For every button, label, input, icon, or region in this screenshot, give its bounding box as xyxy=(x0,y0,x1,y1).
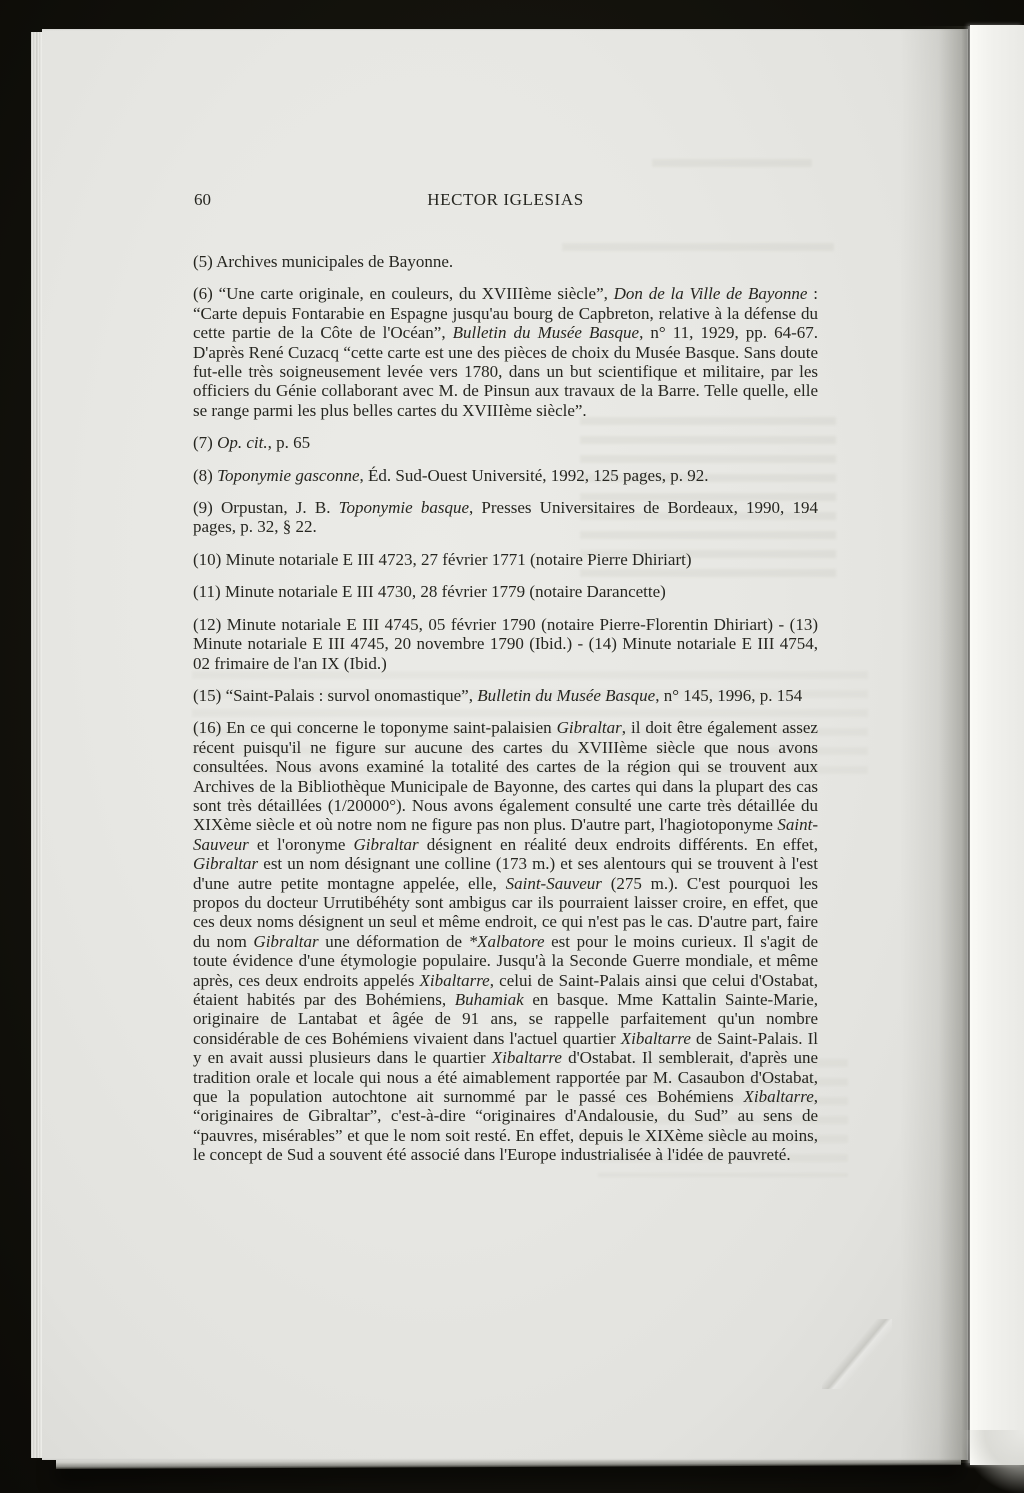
book-page xyxy=(42,29,968,1460)
paper-crease xyxy=(822,1319,892,1389)
footnote: (8) Toponymie gasconne, Éd. Sud-Ouest Université, 1992, 125 pages, p. 92. xyxy=(193,465,709,485)
text-block xyxy=(193,190,818,1178)
facing-page-edge xyxy=(970,25,1024,1465)
gutter-shadow xyxy=(900,26,970,1463)
footnote: (12) Minute notariale E III 4745, 05 février 1790 (notaire Pierre-Florentin Dhiriart) - (13) Minute notariale E III 4745, 20 novembre 1790 (Ibid.) - (14) Minute notariale E III 4754, 02 frimaire de l'an IX (Ibid.) xyxy=(193,614,818,673)
footnote: (15) “Saint-Palais : survol onomastique”, Bulletin du Musée Basque, n° 145, 1996, p. 154 xyxy=(193,685,803,705)
ink-bleedthrough xyxy=(652,159,812,177)
footnote: (10) Minute notariale E III 4723, 27 février 1771 (notaire Pierre Dhiriart) xyxy=(193,549,692,569)
footnote: (16) En ce qui concerne le toponyme saint-palaisien Gibraltar, il doit être également assez récent puisqu'il ne figure sur aucune des cartes du XVIIIème siècle que nous avons consultées. Nous avons examiné la totalité des cartes de la région qui se trouvent aux Archives de la Bibliothèque Municipale de Bayonne, des cartes qui dans la plupart des cas sont très détaillées (1/20000°). Nous avons également consulté une carte très détaillée du XIXème siècle et où notre nom ne figure pas non plus. D'autre part, l'hagiotoponyme Saint-Sauveur et l'oronyme Gibraltar désignent en réalité deux endroits différents. En effet, Gibraltar est un nom désignant une colline (173 m.) et ses alentours qui se trouvent à l'est d'une autre petite montagne appelée, elle, Saint-Sauveur (275 m.). C'est pourquoi les propos du docteur Urrutibéhéty sont ambigus car ils pourraient laisser croire, en effet, que ces deux noms désignent un seul et même endroit, ce qui n'est pas le cas. D'autre part, faire du nom Gibraltar une déformation de *Xalbatore est pour le moins curieux. Il s'agit de toute évidence d'une étymologie populaire. Jusqu'à la Seconde Guerre mondiale, et même après, ces deux endroits appelés Xibaltarre, celui de Saint-Palais ainsi que celui d'Ostabat, étaient habités par des Bohémiens, Buhamiak en basque. Mme Kattalin Sainte-Marie, originaire de Lantabat et âgée de 91 ans, se rappelle parfaitement qu'un nombre considérable de ces Bohémiens vivaient dans l'actuel quartier Xibaltarre de Saint-Palais. Il y en avait aussi plusieurs dans le quartier Xibaltarre d'Ostabat. Il semblerait, d'après une tradition orale et locale qui nous a été aimablement rapportée par M. Casaubon d'Ostabat, que la population autochtone ait surnommé par le passé ces Bohémiens Xibaltarre, “originaires de Gibraltar”, c'est-à-dire “originaires d'Andalousie, du Sud” au sens de “pauvres, misérables” et que le nom soit resté. En effet, depuis le XIXème siècle au moins, le concept de Sud a souvent été associé dans l'Europe industrialisée à l'idée de pauvreté. xyxy=(193,718,818,1165)
footnote: (6) “Une carte originale, en couleurs, du XVIIIème siècle”, Don de la Ville de Bayonne : “Carte depuis Fontarabie en Espagne jusqu'au bourg de Capbreton, relative à la défense du cette partie de la Côte de l'Océan”, Bulletin du Musée Basque, n° 11, 1929, pp. 64-67. D'après René Cuzacq “cette carte est une des pièces de choix du Musée Basque. Sans doute fut-elle très soigneusement levée vers 1780, dans un but scientifique et militaire, par les officiers du Génie collaborant avec M. de Pinsun aux travaux de la Barre. Telle quelle, elle se range parmi les plus belles cartes du XVIIIème siècle”. xyxy=(193,284,818,420)
footnote: (7) Op. cit., p. 65 xyxy=(193,433,311,453)
footnote: (9) Orpustan, J. B. Toponymie basque, Presses Universitaires de Bordeaux, 1990, 194 pages, p. 32, § 22. xyxy=(193,498,818,537)
page-number: 60 xyxy=(194,190,211,209)
running-header: HECTOR IGLESIAS xyxy=(427,190,584,209)
footnotes-section xyxy=(193,252,818,1165)
footnote: (5) Archives municipales de Bayonne. xyxy=(193,252,454,271)
running-head xyxy=(193,190,818,211)
facing-page-corner xyxy=(962,1430,1024,1493)
footnote: (11) Minute notariale E III 4730, 28 février 1779 (notaire Darancette) xyxy=(193,582,666,602)
